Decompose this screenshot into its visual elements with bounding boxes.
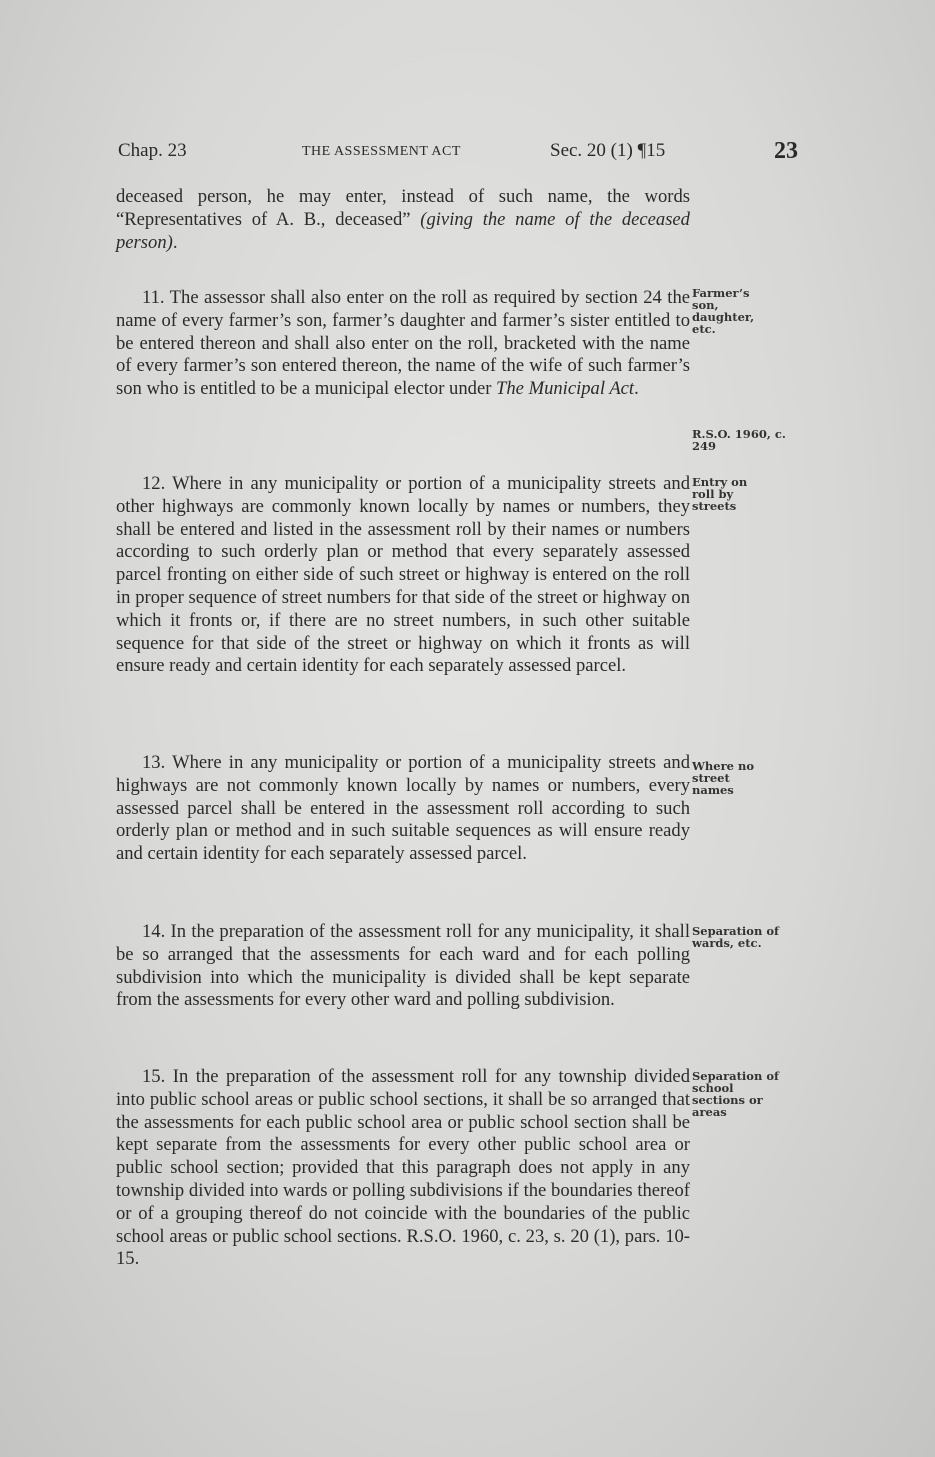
- paragraph-13: [116, 752, 690, 866]
- paragraph-text: 15. In the preparation of the assessment roll for any township divided into public school areas or public school sections, it shall be so arranged that the assessments for each public school area or public school section shall be kept separate from the assessments for every other public school area or public school section; provided that this paragraph does not apply in any township divided into wards or polling subdivisions if the boundaries thereof or of a grouping thereof do not coincide with the boundaries of the public school areas or public school sections. R.S.O. 1960, c. 23, s. 20 (1), pars. 10-15.: [116, 1066, 690, 1270]
- paragraph-text: 13. Where in any municipality or portion of a municipality streets and highways are not commonly known locally by names or numbers, every assessed parcel shall be entered in the assessment roll according to such orderly plan or method and in such suitable sequences as will ensure ready and certain identity for each separately assessed parcel.: [116, 752, 690, 865]
- paragraph-14: [116, 921, 690, 1012]
- bleed-through-text: [120, 258, 125, 279]
- margin-note-farmers-son: Farmer’s son, daughter, etc.: [692, 286, 755, 336]
- margin-note-separation-wards: Separation of wards, etc.: [692, 924, 779, 950]
- paragraph-11: [116, 287, 690, 401]
- margin-note-where-no-street: Where no street names: [692, 759, 755, 797]
- paragraph-text-end: .: [634, 378, 639, 400]
- paragraph-text: 12. Where in any municipality or portion of a municipality streets and other highways are commonly known locally by names or numbers, they shall be entered and listed in the assessment roll by their names or numbers according to such orderly plan or method that every separately assessed parcel fronting on either side of such street or highway is entered on the roll in proper sequence of street numbers for that side of the street or highway on which it fronts or, if there are no street numbers, in such other suitable sequence for that side of the street or highway on which it fronts as will ensure ready and certain identity for each separately assessed parcel.: [116, 473, 690, 677]
- act-title: THE ASSESSMENT ACT: [302, 144, 461, 159]
- paragraph-italic: (giving the name of the deceased person): [116, 208, 690, 253]
- margin-note-separation-school: Separation of school sections or areas: [692, 1069, 779, 1119]
- paragraph-continued: [116, 186, 690, 254]
- paragraph-15: [116, 1066, 690, 1271]
- paragraph-text: 11. The assessor shall also enter on the roll as required by section 24 the name of every farmer’s son, farmer’s daughter and farmer’s sister entitled to be entered thereon and shall also enter on the roll, bracketed with the name of every farmer’s son entered thereon, the name of the wife of such farmer’s son who is entitled to be a municipal elector under: [116, 287, 690, 400]
- paragraph-text: 14. In the preparation of the assessment roll for any municipality, it shall be so arranged that the assessments for each ward and for each polling subdivision into which the municipality is divided shall be kept separate from the assessments for every other ward and polling subdivision.: [116, 921, 690, 1011]
- paragraph-text: deceased person, he may enter, instead of such name, the words “Representatives of A. B., deceased”: [116, 186, 690, 230]
- chapter-label: Chap. 23: [118, 140, 187, 161]
- margin-note-entry-on-roll: Entry on roll by streets: [692, 475, 748, 513]
- paragraph-12: [116, 473, 690, 678]
- paragraph-text-end: .: [172, 231, 178, 253]
- page-number: 23: [774, 138, 798, 164]
- act-reference-italic: The Municipal Act: [496, 378, 635, 400]
- margin-note-rso-reference: R.S.O. 1960, c. 249: [692, 427, 786, 453]
- page-header: [118, 136, 798, 170]
- section-reference: Sec. 20 (1) ¶15: [550, 140, 666, 161]
